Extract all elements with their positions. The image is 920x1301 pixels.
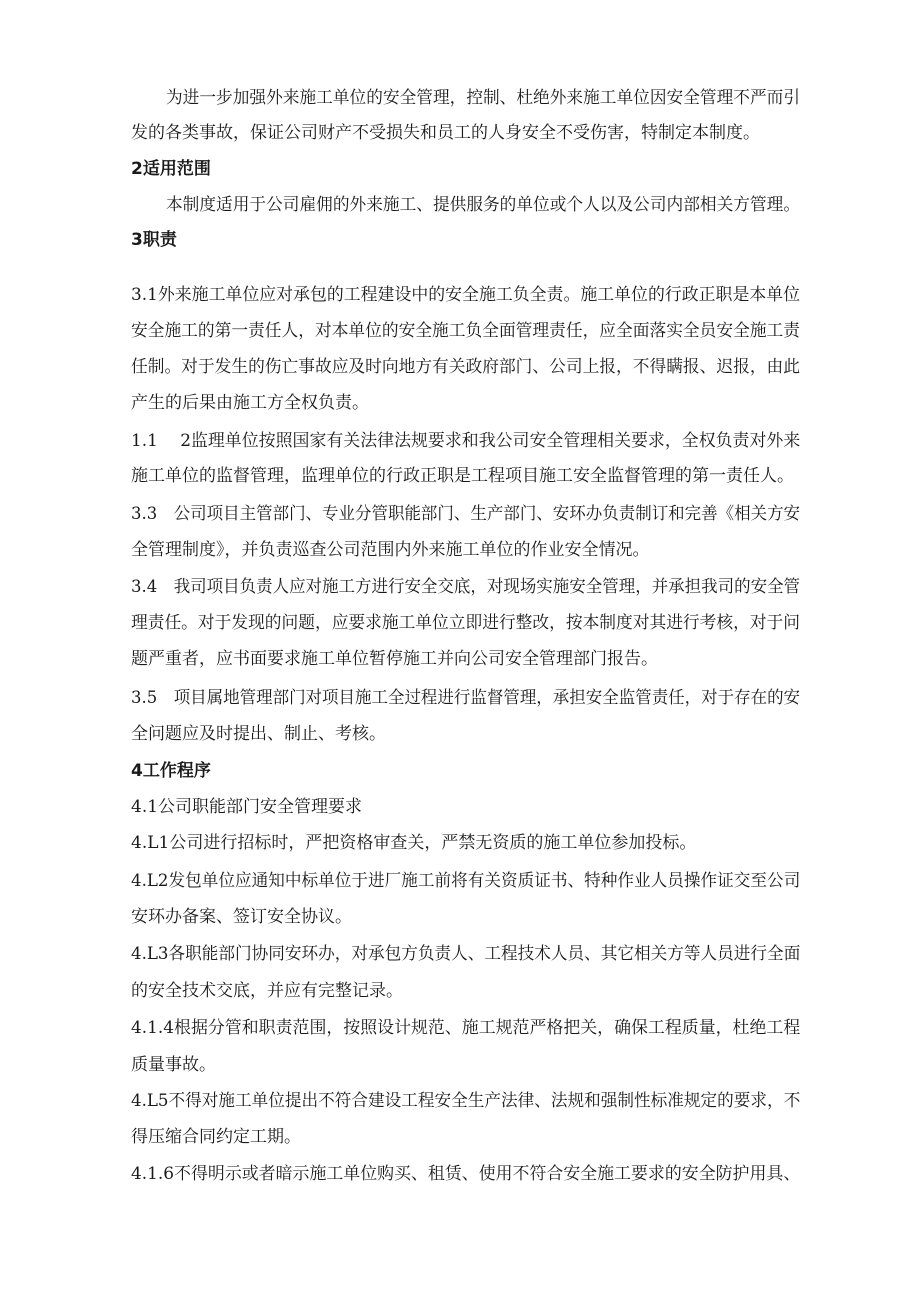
paragraph-line: 4.L1公司进行招标时，严把资格审查关，严禁无资质的施工单位参加投标。 xyxy=(131,833,697,853)
paragraph-line: 全问题应及时提出、制止、考核。 xyxy=(131,724,386,744)
intro-paragraph-line: 为进一步加强外来施工单位的安全管理，控制、杜绝外来施工单位因安全管理不严而引 xyxy=(166,88,800,108)
paragraph-line: 质量事故。 xyxy=(131,1055,216,1075)
paragraph-line: 3.4 我司项目负责人应对施工方进行安全交底，对现场实施安全管理，并承担我司的安全管 xyxy=(131,577,801,597)
paragraph-line: 安环办备案、签订安全协议。 xyxy=(131,907,352,927)
paragraph-line: 4.L2发包单位应通知中标单位于进厂施工前将有关资质证书、特种作业人员操作证交至公司 xyxy=(131,871,801,891)
paragraph-line: 4.L3各职能部门协同安环办，对承包方负责人、工程技术人员、其它相关方等人员进行全面 xyxy=(131,944,801,964)
section-heading-work-procedure: 4工作程序 xyxy=(131,761,211,781)
paragraph-line: 4.1.6不得明示或者暗示施工单位购买、租赁、使用不符合安全施工要求的安全防护用具、 xyxy=(131,1164,801,1184)
paragraph-line: 理责任。对于发现的问题，应要求施工单位立即进行整改，按本制度对其进行考核，对于问 xyxy=(131,613,800,633)
paragraph-line: 3.1外来施工单位应对承包的工程建设中的安全施工负全责。施工单位的行政正职是本单位 xyxy=(131,285,801,305)
paragraph-line: 任制。对于发生的伤亡事故应及时向地方有关政府部门、公司上报，不得瞒报、迟报，由此 xyxy=(131,357,800,377)
paragraph-line: 4.L5不得对施工单位提出不符合建设工程安全生产法律、法规和强制性标准规定的要求，不 xyxy=(131,1091,801,1111)
paragraph-line: 3.3 公司项目主管部门、专业分管职能部门、生产部门、安环办负责制订和完善《相关方安 xyxy=(131,504,801,524)
paragraph-line: 施工单位的监督管理，监理单位的行政正职是工程项目施工安全监督管理的第一责任人。 xyxy=(131,466,794,486)
paragraph-line: 产生的后果由施工方全权负责。 xyxy=(131,393,369,413)
paragraph-line: 安全施工的第一责任人，对本单位的安全施工负全面管理责任，应全面落实全员安全施工责 xyxy=(131,321,800,341)
intro-paragraph-line: 发的各类事故，保证公司财产不受损失和员工的人身安全不受伤害，特制定本制度。 xyxy=(131,123,760,143)
paragraph-line: 全管理制度》，并负责巡查公司范围内外来施工单位的作业安全情况。 xyxy=(131,540,650,560)
paragraph-line: 得压缩合同约定工期。 xyxy=(131,1127,301,1147)
section-heading-scope: 2适用范围 xyxy=(131,159,211,179)
section-heading-responsibilities: 3职责 xyxy=(131,230,177,250)
paragraph-line: 4.1.4根据分管和职责范围，按照设计规范、施工规范严格把关，确保工程质量，杜绝工程 xyxy=(131,1018,801,1038)
scope-paragraph-line: 本制度适用于公司雇佣的外来施工、提供服务的单位或个人以及公司内部相关方管理。 xyxy=(166,195,800,215)
paragraph-line: 4.1公司职能部门安全管理要求 xyxy=(131,797,363,817)
paragraph-line: 的安全技术交底，并应有完整记录。 xyxy=(131,981,403,1001)
paragraph-line: 3.5 项目属地管理部门对项目施工全过程进行监督管理，承担安全监管责任，对于存在的安 xyxy=(131,688,801,708)
paragraph-line: 题严重者，应书面要求施工单位暂停施工并向公司安全管理部门报告。 xyxy=(131,649,658,669)
paragraph-line: 1.1 2监理单位按照国家有关法律法规要求和我公司安全管理相关要求，全权负责对外来 xyxy=(131,431,801,451)
